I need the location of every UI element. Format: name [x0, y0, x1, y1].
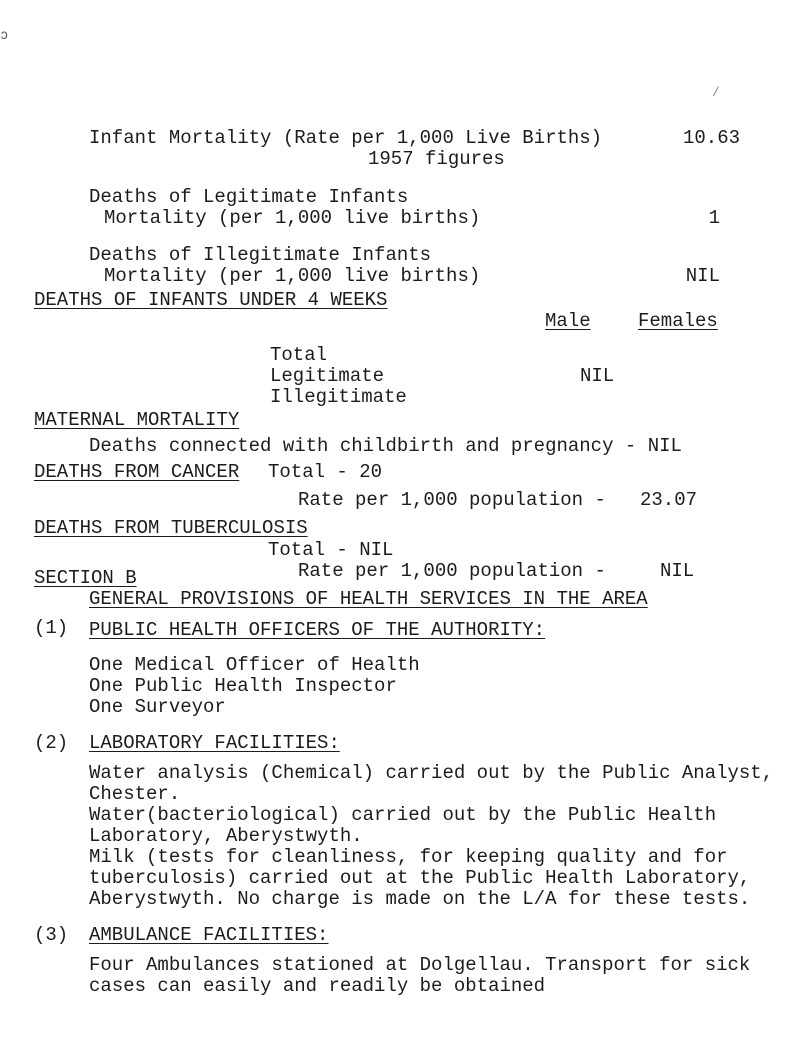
cancer-rate-value: 23.07 [640, 489, 698, 511]
officer-line-3: One Surveyor [89, 696, 226, 718]
lab-line-5: Milk (tests for cleanliness, for keeping quality and for [89, 846, 728, 868]
tb-rate-value: NIL [660, 560, 695, 582]
tb-total: Total - NIL [268, 539, 394, 561]
pencil-tick-icon: / [712, 85, 720, 100]
row-illegitimate: Illegitimate [270, 386, 407, 408]
section-b-heading: SECTION B [34, 567, 137, 589]
row-total: Total [270, 344, 328, 366]
infant-mortality-note: 1957 figures [368, 148, 505, 170]
lab-line-6: tuberculosis) carried out at the Public Health Laboratory, [89, 867, 751, 889]
infant-mortality-label: Infant Mortality (Rate per 1,000 Live Births) [89, 127, 603, 149]
infants-under-4-value: NIL [580, 365, 615, 387]
cancer-heading: DEATHS FROM CANCER [34, 461, 240, 483]
cancer-total: Total - 20 [268, 461, 383, 483]
ambulance-heading: AMBULANCE FACILITIES: [89, 924, 329, 946]
row-legitimate: Legitimate [270, 365, 385, 387]
lab-line-4: Laboratory, Aberystwyth. [89, 825, 363, 847]
lab-line-2: Chester. [89, 783, 181, 805]
officer-line-1: One Medical Officer of Health [89, 654, 420, 676]
laboratory-heading: LABORATORY FACILITIES: [89, 732, 340, 754]
legitimate-value: 1 [708, 207, 720, 229]
legitimate-line2: Mortality (per 1,000 live births) [104, 207, 481, 229]
section-b-subheading: GENERAL PROVISIONS OF HEALTH SERVICES IN THE AREA [89, 588, 648, 610]
officer-line-2: One Public Health Inspector [89, 675, 397, 697]
illegitimate-value: NIL [685, 265, 720, 287]
maternal-heading: MATERNAL MORTALITY [34, 409, 240, 431]
ambulance-line-2: cases can easily and readily be obtained [89, 975, 546, 997]
infants-under-4-heading: DEATHS OF INFANTS UNDER 4 WEEKS [34, 289, 388, 311]
tb-heading: DEATHS FROM TUBERCULOSIS [34, 517, 308, 539]
corner-mark-icon: ↄ [0, 28, 9, 44]
lab-line-3: Water(bacteriological) carried out by the Public Health [89, 804, 717, 826]
officers-number: (1) [34, 617, 69, 639]
ambulance-number: (3) [34, 924, 69, 946]
col-male: Male [545, 310, 591, 332]
cancer-rate: Rate per 1,000 population - [298, 489, 606, 511]
laboratory-number: (2) [34, 732, 69, 754]
illegitimate-line1: Deaths of Illegitimate Infants [89, 244, 432, 266]
tb-rate: Rate per 1,000 population - [298, 560, 606, 582]
infant-mortality-value: 10.63 [682, 127, 740, 149]
col-females: Females [638, 310, 718, 332]
illegitimate-line2: Mortality (per 1,000 live births) [104, 265, 481, 287]
lab-line-7: Aberystwyth. No charge is made on the L/A for these tests. [89, 888, 751, 910]
lab-line-1: Water analysis (Chemical) carried out by the Public Analyst, [89, 762, 774, 784]
ambulance-line-1: Four Ambulances stationed at Dolgellau. Transport for sick [89, 954, 751, 976]
legitimate-line1: Deaths of Legitimate Infants [89, 186, 409, 208]
maternal-text: Deaths connected with childbirth and pregnancy - NIL [89, 435, 682, 457]
officers-heading: PUBLIC HEALTH OFFICERS OF THE AUTHORITY: [89, 619, 546, 641]
